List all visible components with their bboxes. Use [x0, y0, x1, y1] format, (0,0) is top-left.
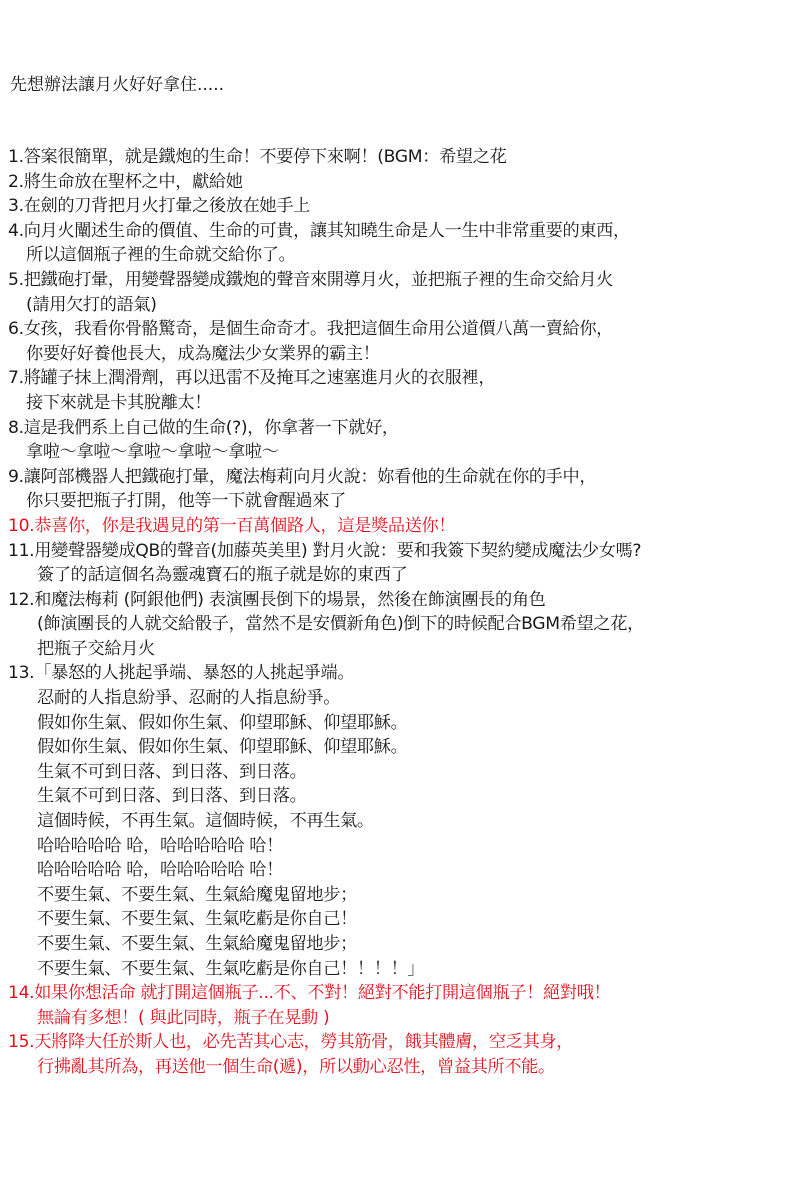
list-item-continuation: 假如你生氣、假如你生氣、仰望耶穌、仰望耶穌。: [37, 712, 408, 733]
list-item: 7.將罐子抹上潤滑劑，再以迅雷不及掩耳之速塞進月火的衣服裡，: [8, 368, 496, 389]
list-item: 8.這是我們系上自己做的生命(?)，你拿著一下就好，: [8, 417, 399, 438]
list-item: 5.把鐵砲打暈，用變聲器變成鐵炮的聲音來開導月火，並把瓶子裡的生命交給月火: [8, 269, 614, 290]
intro-text: 先想辦法讓月火好好拿住.....: [10, 75, 225, 95]
list-item-continuation: 生氣不可到日落、到日落、到日落。: [37, 761, 307, 782]
list-item-continuation: 你只要把瓶子打開，他等一下就會醒過來了: [26, 491, 346, 512]
list-item-continuation: (請用欠打的語氣): [26, 294, 157, 315]
list-item-continuation: (飾演團長的人就交給骰子，當然不是安價新角色)倒下的時候配合BGM希望之花，: [37, 614, 644, 635]
list-item: 9.讓阿部機器人把鐵砲打暈，魔法梅莉向月火說：妳看他的生命就在你的手中，: [8, 466, 597, 487]
list-item-continuation: 不要生氣、不要生氣、生氣吃虧是你自己！: [37, 909, 357, 930]
list-item: 6.女孩，我看你骨骼驚奇，是個生命奇才。我把這個生命用公道價八萬一賣給你，: [8, 319, 614, 340]
list-item-continuation: 簽了的話這個名為靈魂寶石的瓶子就是妳的東西了: [37, 565, 408, 586]
list-item-continuation: 不要生氣、不要生氣、生氣吃虧是你自己！！！！」: [37, 958, 425, 979]
list-item-continuation: 接下來就是卡其脫離太！: [26, 392, 212, 413]
list-item-highlight: 15.天將降大任於斯人也，必先苦其心志，勞其筋骨，餓其體膚，空乏其身，: [8, 1032, 574, 1053]
list-item-continuation: 忍耐的人指息紛爭、忍耐的人指息紛爭。: [37, 688, 341, 709]
list-item: 11.用變聲器變成QB的聲音(加藤英美里) 對月火說：要和我簽下契約變成魔法少女嗎?: [8, 540, 642, 561]
list-item-continuation: 生氣不可到日落、到日落、到日落。: [37, 786, 307, 807]
list-item-highlight: 10.恭喜你，你是我遇見的第一百萬個路人，這是獎品送你！: [8, 515, 456, 536]
list-item: 13.「暴怒的人挑起爭端、暴怒的人挑起爭端。: [8, 663, 355, 684]
list-item-continuation: 你要好好養他長大，成為魔法少女業界的霸主！: [26, 343, 380, 364]
list-item: 12.和魔法梅莉 (阿銀他們) 表演團長倒下的場景，然後在飾演團長的角色: [8, 589, 546, 610]
list-item: 2.將生命放在聖杯之中，獻給她: [8, 171, 243, 192]
list-item-continuation: 拿啦～拿啦～拿啦～拿啦～拿啦～: [26, 442, 279, 463]
list-item: 1.答案很簡單，就是鐵炮的生命！不要停下來啊！(BGM：希望之花: [8, 147, 507, 167]
list-item-highlight: 14.如果你想活命 就打開這個瓶子...不、不對！絕對不能打開這個瓶子！絕對哦！: [8, 983, 611, 1004]
answer-list: [8, 145, 798, 1080]
list-item-highlight-continuation: 無論有多想！( 與此同時，瓶子在晃動 ): [37, 1007, 330, 1028]
list-item: 3.在劍的刀背把月火打暈之後放在她手上: [8, 196, 310, 217]
list-item-continuation: 哈哈哈哈哈 哈，哈哈哈哈哈 哈！: [37, 835, 283, 856]
list-item-continuation: 所以這個瓶子裡的生命就交給你了。: [26, 245, 296, 266]
list-item-continuation: 不要生氣、不要生氣、生氣給魔鬼留地步；: [37, 884, 357, 905]
list-item-continuation: 假如你生氣、假如你生氣、仰望耶穌、仰望耶穌。: [37, 737, 408, 758]
list-item-continuation: 不要生氣、不要生氣、生氣給魔鬼留地步；: [37, 934, 357, 954]
list-item-continuation: 把瓶子交給月火: [37, 638, 155, 659]
list-item-continuation: 哈哈哈哈哈 哈，哈哈哈哈哈 哈！: [37, 860, 283, 881]
list-item: 4.向月火闡述生命的價值、生命的可貴，讓其知曉生命是人一生中非常重要的東西，: [8, 220, 630, 241]
list-item-continuation: 這個時候，不再生氣。這個時候，不再生氣。: [37, 811, 374, 832]
list-item-highlight-continuation: 行拂亂其所為，再送他一個生命(遞)，所以動心忍性，曾益其所不能。: [37, 1056, 555, 1077]
